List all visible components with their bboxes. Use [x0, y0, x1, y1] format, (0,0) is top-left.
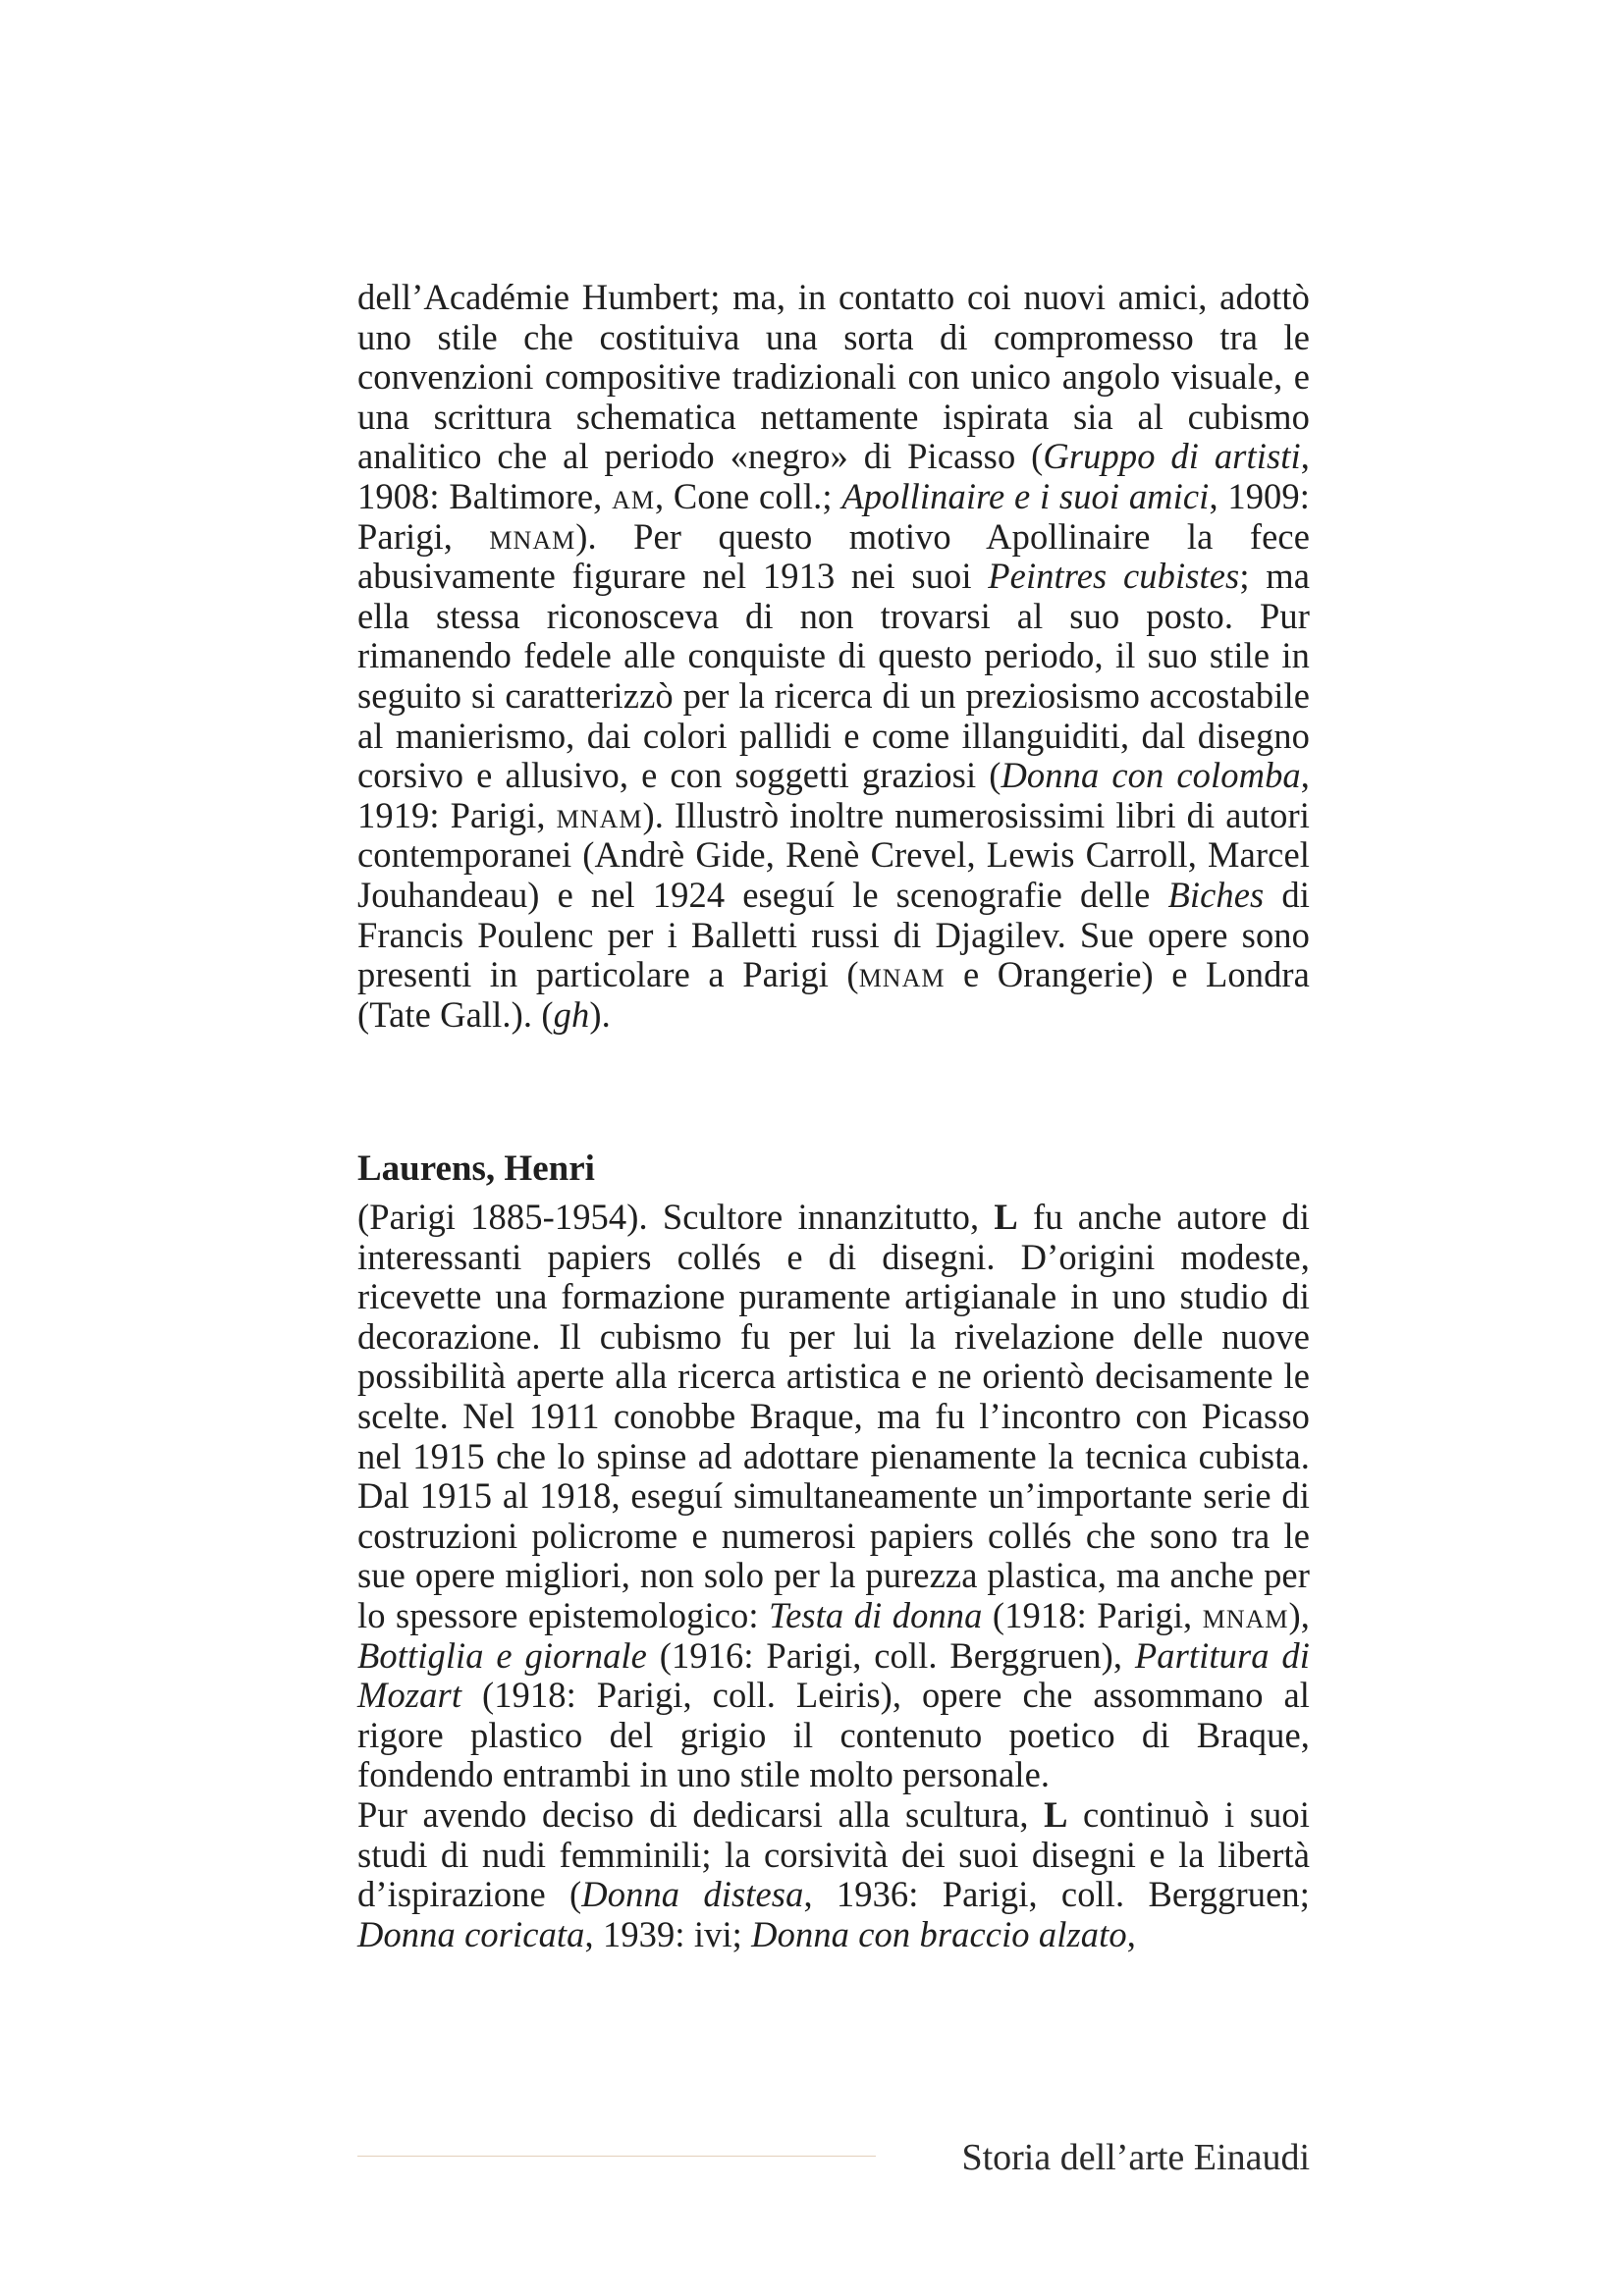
italic-text: Peintres cubistes: [988, 556, 1240, 597]
italic-text: Donna con braccio alzato: [751, 1913, 1127, 1954]
bold-text: L: [994, 1197, 1018, 1237]
entry-body: [357, 1198, 1310, 1954]
italic-text: Apollinaire e i suoi amici: [841, 475, 1210, 516]
italic-text: Partitura di Mozart: [357, 1634, 1311, 1716]
italic-text: Donna coricata: [357, 1913, 585, 1954]
entry-continuation: [357, 278, 1310, 1035]
footer-rule: [357, 2156, 876, 2157]
italic-text: Testa di donna: [769, 1594, 983, 1635]
italic-text: gh: [553, 993, 590, 1035]
footer-series-title: Storia dell’arte Einaudi: [961, 2137, 1310, 2178]
italic-text: Bottiglia e giornale: [357, 1634, 647, 1676]
bold-text: L: [1044, 1793, 1068, 1835]
italic-text: Gruppo di artisti: [1043, 436, 1301, 477]
italic-text: Biches: [1167, 874, 1265, 915]
small-caps-text: mnam: [858, 954, 946, 995]
paragraph: Pur avendo deciso di dedicarsi alla scultura, L continuò i suoi studi di nudi femminili; la corsività dei suoi disegni e la libertà d’ispirazione (Donna distesa, 1936: Parigi, coll. Berggruen; Donna coricata, 1939: ivi; Donna con braccio alzato,: [357, 1793, 1310, 1954]
paragraph: (Parigi 1885-1954). Scultore innanzitutto, L fu anche autore di interessanti papiers collés e di disegni. D’origini modeste, ricevette una formazione puramente artigianale in uno studio di decorazione. Il cubismo fu per lui la rivelazione delle nuove possibilità aperte alla ricerca artistica e ne orientò decisamente le scelte. Nel 1911 conobbe Braque, ma fu l’incontro con Picasso nel 1915 che lo spinse ad adottare pienamente la tecnica cubista. Dal 1915 al 1918, eseguí simultaneamente un’importante serie di costruzioni policrome e numerosi papiers collés che sono tra le sue opere migliori, non solo per la purezza plastica, ma anche per lo spessore epistemologico: Testa di donna (1918: Parigi, mnam), Bottiglia e giornale (1916: Parigi, coll. Berggruen), Partitura di Mozart (1918: Parigi, coll. Leiris), opere che assommano al rigore plastico del grigio il contenuto poetico di Braque, fondendo entrambi in uno stile molto personale.: [357, 1197, 1311, 1795]
italic-text: Donna distesa: [581, 1874, 804, 1915]
entry-heading: Laurens, Henri: [357, 1148, 595, 1189]
italic-text: Donna con colomba: [1001, 755, 1301, 796]
small-caps-text: mnam: [489, 515, 576, 557]
small-caps-text: mnam: [556, 794, 643, 835]
small-caps-text: am: [612, 475, 655, 516]
paragraph: dell’Académie Humbert; ma, in contatto coi nuovi amici, adottò uno stile che costituiva una sorta di compromesso tra le convenzioni compositive tradizionali con unico angolo visuale, e una scrittura schematica nettamente ispirata sia al cubismo analitico che al periodo «negro» di Picasso (Gruppo di artisti, 1908: Baltimore, am, Cone coll.; Apollinaire e i suoi amici, 1909: Parigi, mnam). Per questo motivo Apollinaire la fece abusivamente figurare nel 1913 nei suoi Peintres cubistes; ma ella stessa riconosceva di non trovarsi al suo posto. Pur rimanendo fedele alle conquiste di questo periodo, il suo stile in seguito si caratterizzò per la ricerca di un preziosismo accostabile al manierismo, dai colori pallidi e come illanguiditi, dal disegno corsivo e allusivo, e con soggetti graziosi (Donna con colomba, 1919: Parigi, mnam). Illustrò inoltre numerosissimi libri di autori contemporanei (Andrè Gide, Renè Crevel, Lewis Carroll, Marcel Jouhandeau) e nel 1924 eseguí le scenografie delle Biches di Francis Poulenc per i Balletti russi di Djagilev. Sue opere sono presenti in particolare a Parigi (mnam e Orangerie) e Londra (Tate Gall.). (gh).: [357, 277, 1311, 1035]
small-caps-text: mnam: [1202, 1594, 1289, 1635]
